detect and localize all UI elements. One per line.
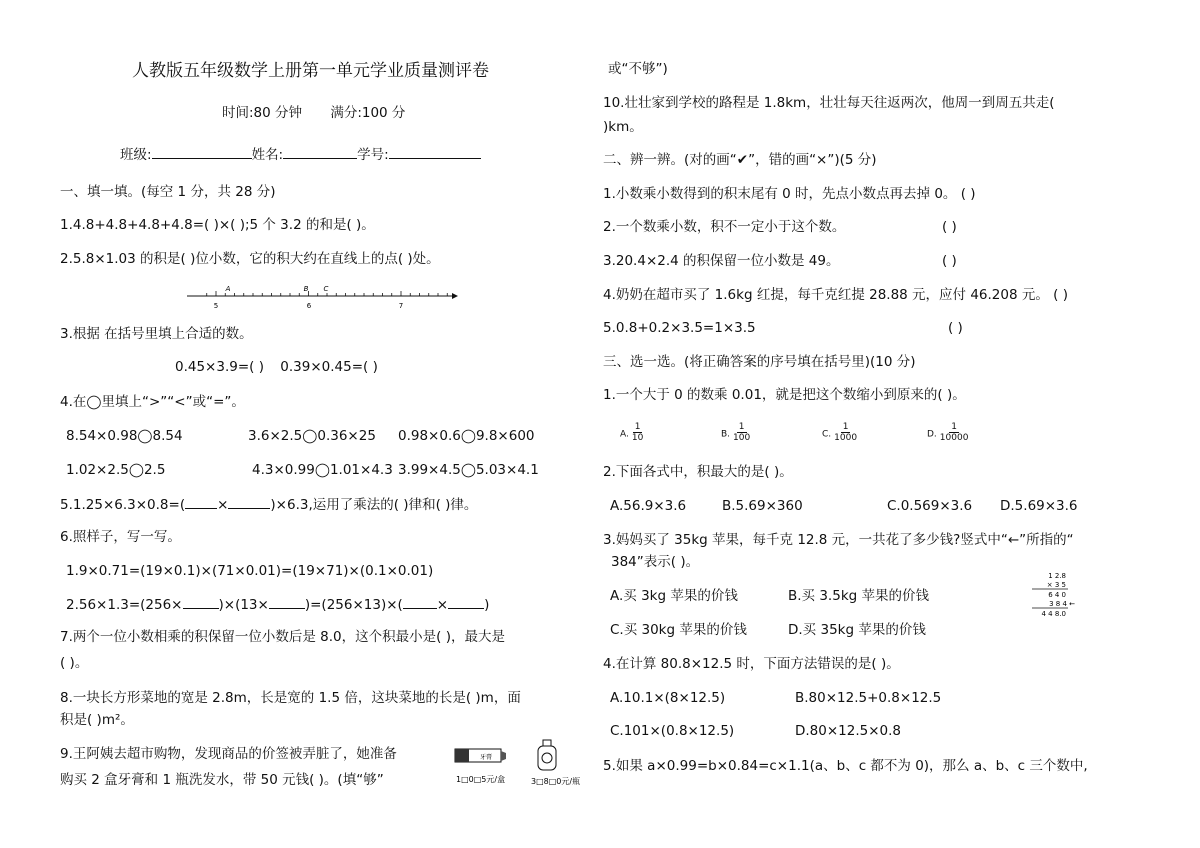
question-1-9-line-2: 购买 2 盒牙膏和 1 瓶洗发水，带 50 元钱( )。(填“够” xyxy=(60,772,384,788)
q4-row-1-c: 0.98×0.6◯9.8×600 xyxy=(398,428,535,444)
judge-2: 2.一个数乘小数，积不一定小于这个数。 xyxy=(603,219,846,235)
q5-part-c: )×6.3,运用了乘法的( )律和( )律。 xyxy=(270,497,478,513)
choice-2: 2.下面各式中，积最大的是( )。 xyxy=(603,464,793,480)
judge-5-paren: ( ) xyxy=(948,320,963,336)
shampoo-image xyxy=(530,738,581,788)
option-c-label: C. xyxy=(822,429,832,440)
denominator: 10000 xyxy=(939,433,969,443)
toothpaste-image xyxy=(452,746,508,790)
name-field[interactable] xyxy=(283,145,357,159)
q6-blank-4[interactable] xyxy=(448,595,484,609)
toothpaste-word: 牙膏 xyxy=(479,754,493,761)
choice-4-option-d: D.80×12.5×0.8 xyxy=(795,723,902,739)
question-1-9-continued: 或“不够”) xyxy=(608,61,668,77)
choice-3-option-b: B.买 3.5kg 苹果的价钱 xyxy=(788,588,929,604)
tick-label-5: 5 xyxy=(213,302,219,310)
choice-4-option-c: C.101×(0.8×12.5) xyxy=(610,723,735,739)
q4-row-2-c: 3.99×4.5◯5.03×4.1 xyxy=(398,462,539,478)
choice-2-option-b: B.5.69×360 xyxy=(722,498,803,514)
q3-item-b: 0.39×0.45=( ) xyxy=(280,359,378,375)
vm-line-5: 4 4 8.0 xyxy=(1041,610,1066,618)
section-1-heading: 一、填一填。(每空 1 分，共 28 分) xyxy=(60,184,276,200)
q6-task-d: × xyxy=(436,597,449,613)
question-1-10-line-1: 10.壮壮家到学校的路程是 1.8km，壮壮每天往返两次，他周一到周五共走( xyxy=(603,95,1055,111)
q6-task xyxy=(66,595,489,614)
choice-4-option-b: B.80×12.5+0.8×12.5 xyxy=(795,690,942,706)
q6-blank-2[interactable] xyxy=(269,595,305,609)
choice-3-option-c: C.买 30kg 苹果的价钱 xyxy=(610,622,747,638)
section-3-heading: 三、选一选。(将正确答案的序号填在括号里)(10 分) xyxy=(603,354,916,370)
judge-3-paren: ( ) xyxy=(942,253,957,269)
student-info-row xyxy=(120,145,481,164)
q6-example: 1.9×0.71=(19×0.1)×(71×0.01)=(19×71)×(0.1×0.01) xyxy=(66,563,434,579)
point-c-label: C xyxy=(323,285,329,293)
denominator: 1000 xyxy=(834,433,858,443)
id-field[interactable] xyxy=(389,145,481,159)
vm-line-1: 1 2.8 xyxy=(1048,572,1066,580)
choice-5: 5.如果 a×0.99=b×0.84=c×1.1(a、b、c 都不为 0)，那么 a、b、c 三个数中, xyxy=(603,758,1088,774)
judge-2-paren: ( ) xyxy=(942,219,957,235)
name-label: 姓名: xyxy=(251,147,284,163)
choice-1: 1.一个大于 0 的数乘 0.01，就是把这个数缩小到原来的( )。 xyxy=(603,387,966,403)
point-a-label: A xyxy=(225,285,231,293)
fraction-1-10000 xyxy=(940,422,969,443)
denominator: 100 xyxy=(733,433,751,443)
question-1-3-items xyxy=(175,358,378,376)
numerator: 1 xyxy=(738,422,745,432)
question-1-8-line-2: 积是( )m²。 xyxy=(60,712,134,728)
vm-line-3: 6 4 0 xyxy=(1048,591,1066,599)
choice-1-option-b xyxy=(721,422,750,444)
judge-3: 3.20.4×2.4 的积保留一位小数是 49。 xyxy=(603,253,840,269)
choice-1-option-d xyxy=(927,422,968,444)
choice-1-option-c xyxy=(822,422,857,444)
q5-blank-2[interactable] xyxy=(228,495,270,509)
choice-4: 4.在计算 80.8×12.5 时，下面方法错误的是( )。 xyxy=(603,656,900,672)
class-label: 班级: xyxy=(120,147,152,163)
full-score-info: 满分:100 分 xyxy=(330,105,406,121)
q4-row-2-b: 4.3×0.99◯1.01×4.3 xyxy=(252,462,393,478)
choice-2-option-a: A.56.9×3.6 xyxy=(610,498,687,514)
question-1-7-line-1: 7.两个一位小数相乘的积保留一位小数后是 8.0，这个积最小是( )，最大是 xyxy=(60,629,505,645)
vm-line-2: × 3 5 xyxy=(1046,581,1066,589)
time-info: 时间:80 分钟 xyxy=(222,105,303,121)
q4-row-1-b: 3.6×2.5◯0.36×25 xyxy=(248,428,376,444)
q4-row-2-a: 1.02×2.5◯2.5 xyxy=(66,462,166,478)
q6-blank-1[interactable] xyxy=(183,595,219,609)
question-1-10-line-2: )km。 xyxy=(603,119,643,135)
tick-label-7: 7 xyxy=(398,302,404,310)
judge-5: 5.0.8+0.2×3.5=1×3.5 xyxy=(603,320,756,336)
q6-task-b: )×(13× xyxy=(218,597,269,613)
q5-part-a: 5.1.25×6.3×0.8=( xyxy=(60,497,186,513)
choice-3-option-d: D.买 35kg 苹果的价钱 xyxy=(788,622,926,638)
q6-task-c: )=(256×13)×( xyxy=(304,597,403,613)
shampoo-price: 3□8□0元/瓶 xyxy=(531,777,581,786)
question-1-3: 3.根据 在括号里填上合适的数。 xyxy=(60,326,253,342)
choice-3-line-2: 384”表示( )。 xyxy=(611,554,700,570)
fraction-1-1000 xyxy=(834,422,857,443)
numerator: 1 xyxy=(634,422,641,432)
question-1-5 xyxy=(60,495,477,514)
question-1-9-line-1: 9.王阿姨去超市购物，发现商品的价签被弄脏了，她准备 xyxy=(60,746,397,762)
choice-3-line-1: 3.妈妈买了 35kg 苹果，每千克 12.8 元，一共花了多少钱?竖式中“←”所指的“ xyxy=(603,532,1074,548)
numerator: 1 xyxy=(951,422,957,432)
fraction-1-10 xyxy=(632,422,643,443)
q4-row-1-a: 8.54×0.98◯8.54 xyxy=(66,428,183,444)
tick-label-6: 6 xyxy=(306,302,312,310)
q6-blank-3[interactable] xyxy=(403,595,437,609)
question-1-7-line-2: ( )。 xyxy=(60,655,89,671)
option-b-label: B. xyxy=(721,429,731,440)
q5-times: × xyxy=(217,497,229,513)
q6-task-a: 2.56×1.3=(256× xyxy=(66,597,183,613)
choice-3-option-a: A.买 3kg 苹果的价钱 xyxy=(610,588,738,604)
choice-2-option-d: D.5.69×3.6 xyxy=(1000,498,1078,514)
question-1-2: 2.5.8×1.03 的积是( )位小数，它的积大约在直线上的点( )处。 xyxy=(60,251,440,267)
option-a-label: A. xyxy=(620,429,629,440)
question-1-1: 1.4.8+4.8+4.8+4.8=( )×( );5 个 3.2 的和是( )。 xyxy=(60,217,375,233)
choice-1-option-a xyxy=(620,422,643,444)
numerator: 1 xyxy=(842,422,849,432)
exam-info xyxy=(222,104,405,122)
q6-task-e: ) xyxy=(484,597,490,613)
class-field[interactable] xyxy=(152,145,252,159)
number-line xyxy=(185,283,485,313)
question-1-8-line-1: 8.一块长方形菜地的宽是 2.8m，长是宽的 1.5 倍，这块菜地的长是( )m，面 xyxy=(60,690,521,706)
judge-1: 1.小数乘小数得到的积末尾有 0 时，先点小数点再去掉 0。 ( ) xyxy=(603,186,976,202)
option-d-label: D. xyxy=(927,429,937,440)
section-2-heading: 二、辨一辨。(对的画“✔”，错的画“×”)(5 分) xyxy=(603,152,877,168)
choice-4-option-a: A.10.1×(8×12.5) xyxy=(610,690,726,706)
id-label: 学号: xyxy=(357,147,389,163)
point-b-label: B xyxy=(303,285,309,293)
page-title: 人教版五年级数学上册第一单元学业质量测评卷 xyxy=(132,61,489,81)
judge-4: 4.奶奶在超市买了 1.6kg 红提，每千克红提 28.88 元，应付 46.208 元。 ( ) xyxy=(603,287,1068,303)
denominator: 10 xyxy=(631,433,644,443)
question-1-6: 6.照样子，写一写。 xyxy=(60,529,181,545)
fraction-1-100 xyxy=(733,422,750,443)
vertical-multiplication xyxy=(1030,570,1090,620)
choice-2-option-c: C.0.569×3.6 xyxy=(887,498,973,514)
q3-item-a: 0.45×3.9=( ) xyxy=(175,359,264,375)
toothpaste-price: 1□0□5元/盒 xyxy=(456,775,506,784)
vm-line-4: 3 8 4 ← xyxy=(1049,600,1075,608)
question-1-4: 4.在◯里填上“>”“<”或“=”。 xyxy=(60,394,245,410)
q5-blank-1[interactable] xyxy=(185,495,217,509)
